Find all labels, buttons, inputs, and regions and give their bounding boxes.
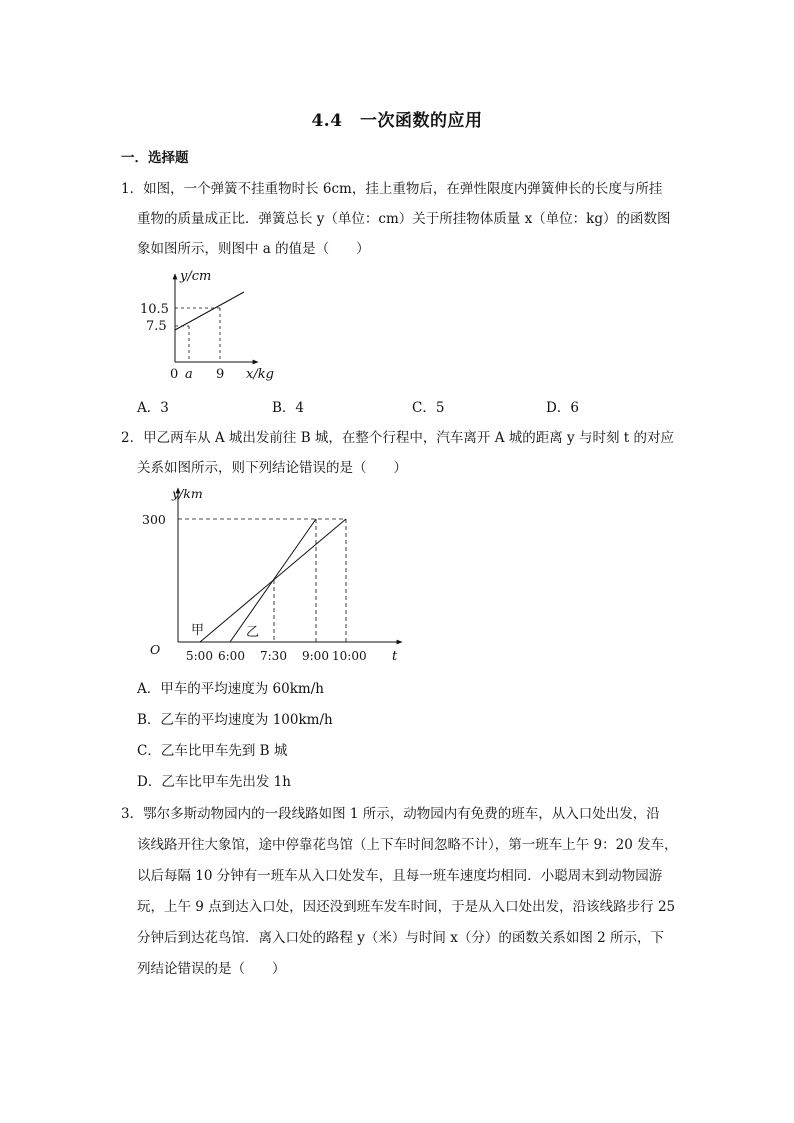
q1-ylabel: y/cm <box>180 269 212 284</box>
q1-line-3: 象如图所示，则图中 a 的值是（ ） <box>137 241 370 257</box>
q2-ylabel: y/km <box>172 486 203 501</box>
q2-option-c[interactable]: C．乙车比甲车先到 B 城 <box>137 743 288 759</box>
q2-xlabel: t <box>392 649 398 664</box>
q2-origin: O <box>150 642 161 657</box>
q3-line-1: 3．鄂尔多斯动物园内的一段线路如图 1 所示，动物园内有免费的班车，从入口处出发，沿 <box>121 806 660 822</box>
q1-option-b[interactable]: B．4 <box>272 400 305 416</box>
section-heading: 一．选择题 <box>121 150 189 166</box>
q1-xtick-9: 9 <box>216 367 225 382</box>
q2-label-jia: 甲 <box>191 623 205 638</box>
q2-line-2: 关系如图所示，则下列结论错误的是（ ） <box>137 460 407 476</box>
q1-function-line <box>175 292 244 330</box>
q1-option-a[interactable]: A．3 <box>137 400 169 416</box>
q2-graph <box>140 482 420 668</box>
q1-origin: 0 <box>170 367 179 382</box>
q3-line-5: 分钟后到达花鸟馆．离入口处的路程 y（米）与时间 x（分）的函数关系如图 2 所示，下 <box>137 930 664 946</box>
q2-label-yi: 乙 <box>246 625 260 640</box>
q2-xtick-900: 9:00 <box>302 649 329 663</box>
q2-xtick-730: 7:30 <box>260 649 287 663</box>
page-title: 4.4 一次函数的应用 <box>311 111 483 131</box>
q1-ytick-105: 10.5 <box>140 302 169 317</box>
q1-option-c[interactable]: C．5 <box>412 400 445 416</box>
q3-line-6: 列结论错误的是（ ） <box>137 961 286 977</box>
q2-option-b[interactable]: B．乙车的平均速度为 100km/h <box>137 712 333 728</box>
q1-line-2: 重物的质量成正比．弹簧总长 y（单位：cm）关于所挂物体质量 x（单位：kg）的函数图 <box>137 211 671 227</box>
q2-option-a[interactable]: A．甲车的平均速度为 60km/h <box>137 681 324 697</box>
q2-ytick-300: 300 <box>142 512 166 527</box>
q1-ytick-75: 7.5 <box>146 319 167 334</box>
q3-line-2: 该线路开往大象馆，途中停靠花鸟馆（上下车时间忽略不计），第一班车上午 9：20 发车， <box>137 837 678 853</box>
q2-xtick-500: 5:00 <box>186 649 213 663</box>
q3-line-4: 玩，上午 9 点到达入口处，因还没到班车发车时间，于是从入口处出发，沿该线路步行 25 <box>137 899 676 915</box>
q2-line-1: 2．甲乙两车从 A 城出发前往 B 城，在整个行程中，汽车离开 A 城的距离 y 与时刻 t 的对应 <box>121 430 674 446</box>
q1-xlabel: x/kg <box>246 367 274 382</box>
q1-line-1: 1．如图，一个弹簧不挂重物时长 6cm，挂上重物后，在弹性限度内弹簧伸长的长度与所挂 <box>121 181 663 197</box>
q3-line-3: 以后每隔 10 分钟有一班车从入口处发车，且每一班车速度均相同．小聪周末到动物园游 <box>137 868 663 884</box>
q2-option-d[interactable]: D．乙车比甲车先出发 1h <box>137 774 291 790</box>
q1-xtick-a: a <box>185 367 193 382</box>
q1-graph <box>130 262 290 388</box>
q2-xtick-1000: 10:00 <box>332 649 367 663</box>
q1-option-d[interactable]: D．6 <box>546 400 579 416</box>
q2-line-yi <box>230 519 316 642</box>
q2-xtick-600: 6:00 <box>218 649 245 663</box>
